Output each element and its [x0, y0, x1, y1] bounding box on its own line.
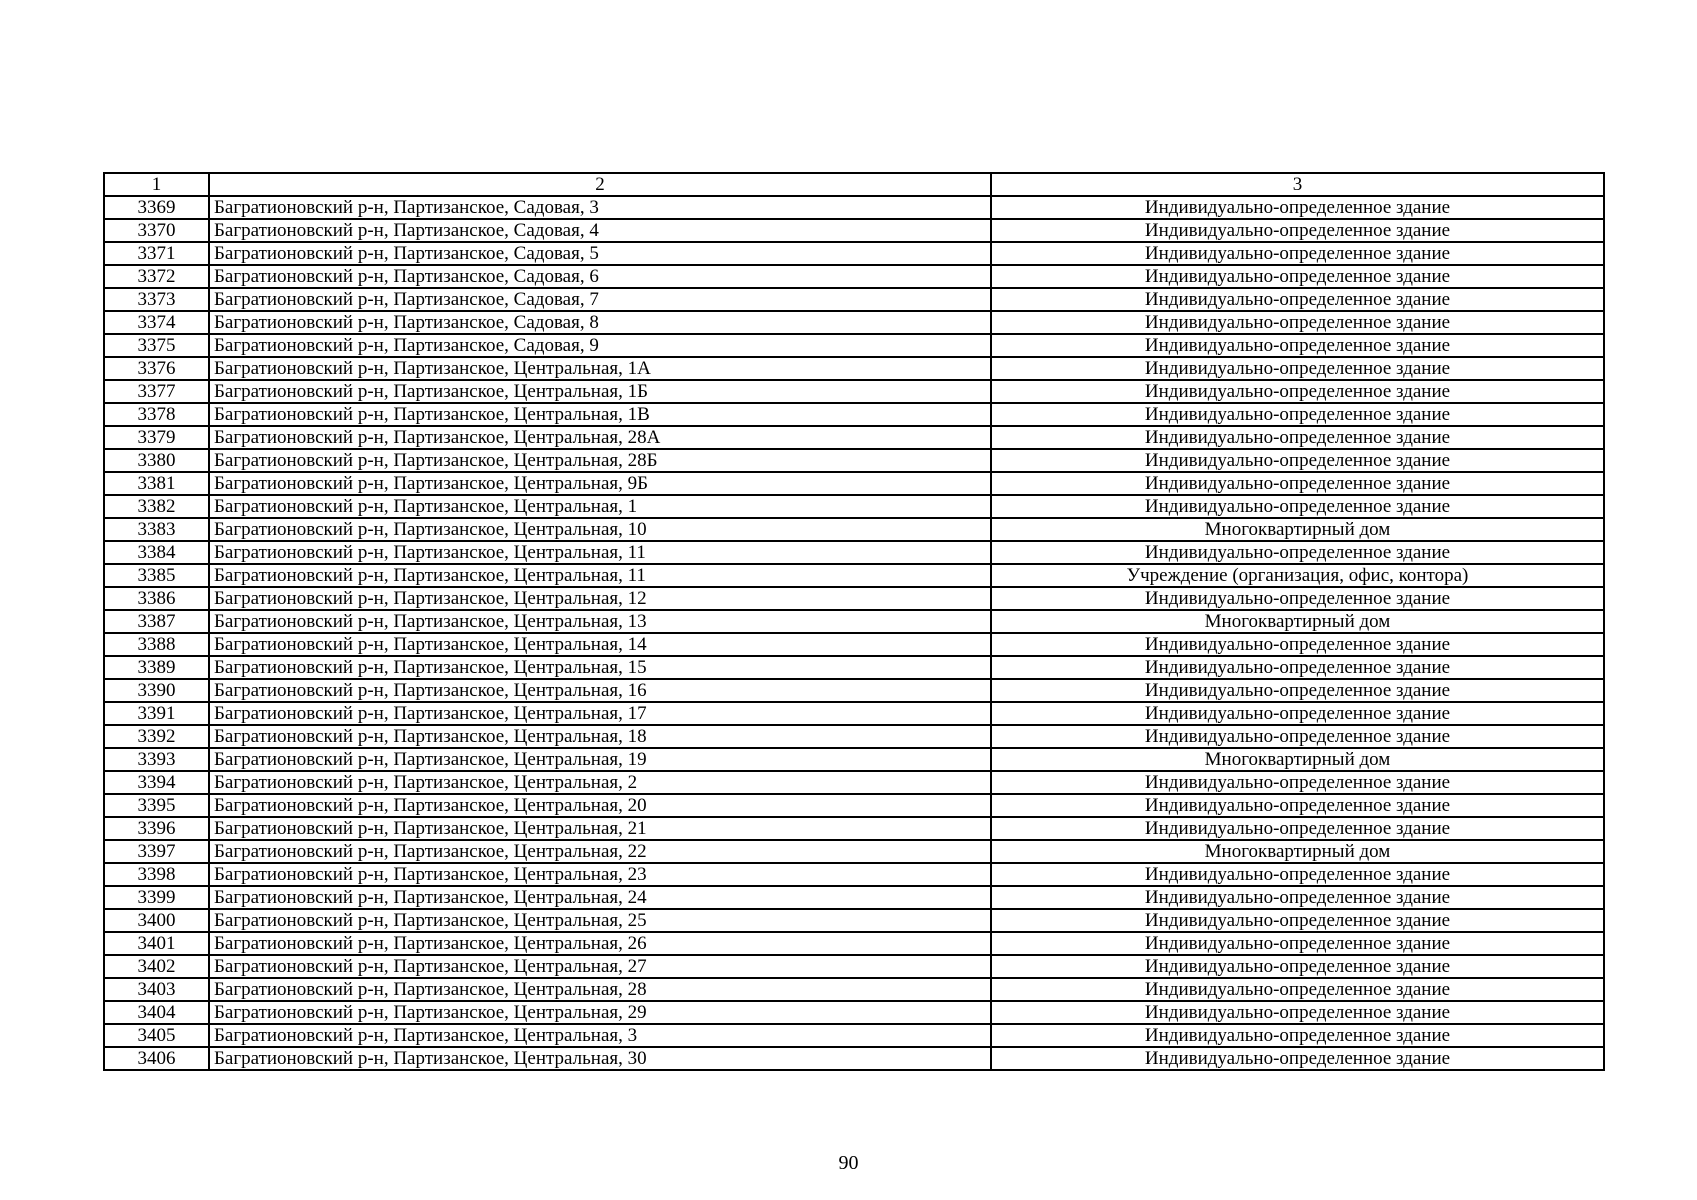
row-number-cell: 3400	[104, 909, 209, 932]
row-number-cell: 3380	[104, 449, 209, 472]
address-cell: Багратионовский р-н, Партизанское, Центральная, 2	[209, 771, 991, 794]
address-cell: Багратионовский р-н, Партизанское, Центральная, 26	[209, 932, 991, 955]
address-cell: Багратионовский р-н, Партизанское, Садовая, 7	[209, 288, 991, 311]
address-cell: Багратионовский р-н, Партизанское, Садовая, 8	[209, 311, 991, 334]
object-type-cell: Индивидуально-определенное здание	[991, 449, 1604, 472]
object-type-cell: Индивидуально-определенное здание	[991, 794, 1604, 817]
row-number-cell: 3397	[104, 840, 209, 863]
row-number-cell: 3406	[104, 1047, 209, 1070]
address-cell: Багратионовский р-н, Партизанское, Центральная, 23	[209, 863, 991, 886]
table-row	[104, 426, 1604, 449]
object-type-cell: Индивидуально-определенное здание	[991, 357, 1604, 380]
row-number-cell: 3386	[104, 587, 209, 610]
row-number-cell: 3377	[104, 380, 209, 403]
address-cell: Багратионовский р-н, Партизанское, Центральная, 27	[209, 955, 991, 978]
row-number-cell: 3404	[104, 1001, 209, 1024]
object-type-cell: Индивидуально-определенное здание	[991, 1001, 1604, 1024]
table-row	[104, 311, 1604, 334]
address-cell: Багратионовский р-н, Партизанское, Садовая, 6	[209, 265, 991, 288]
object-type-cell: Многоквартирный дом	[991, 518, 1604, 541]
header-cell-type: 3	[991, 173, 1604, 196]
row-number-cell: 3376	[104, 357, 209, 380]
object-type-cell: Многоквартирный дом	[991, 610, 1604, 633]
row-number-cell: 3387	[104, 610, 209, 633]
table-row	[104, 196, 1604, 219]
address-cell: Багратионовский р-н, Партизанское, Центральная, 25	[209, 909, 991, 932]
address-cell: Багратионовский р-н, Партизанское, Центральная, 14	[209, 633, 991, 656]
object-type-cell: Индивидуально-определенное здание	[991, 311, 1604, 334]
object-type-cell: Индивидуально-определенное здание	[991, 288, 1604, 311]
row-number-cell: 3379	[104, 426, 209, 449]
table-row	[104, 955, 1604, 978]
table-row	[104, 449, 1604, 472]
address-cell: Багратионовский р-н, Партизанское, Центральная, 1В	[209, 403, 991, 426]
row-number-cell: 3394	[104, 771, 209, 794]
table-row	[104, 334, 1604, 357]
address-cell: Багратионовский р-н, Партизанское, Центральная, 29	[209, 1001, 991, 1024]
table-row	[104, 541, 1604, 564]
object-type-cell: Индивидуально-определенное здание	[991, 265, 1604, 288]
address-cell: Багратионовский р-н, Партизанское, Центральная, 16	[209, 679, 991, 702]
table-row	[104, 495, 1604, 518]
address-cell: Багратионовский р-н, Партизанское, Центральная, 11	[209, 564, 991, 587]
table-row	[104, 403, 1604, 426]
row-number-cell: 3373	[104, 288, 209, 311]
object-type-cell: Индивидуально-определенное здание	[991, 886, 1604, 909]
table-row	[104, 633, 1604, 656]
table-row	[104, 587, 1604, 610]
address-cell: Багратионовский р-н, Партизанское, Садовая, 5	[209, 242, 991, 265]
address-cell: Багратионовский р-н, Партизанское, Центральная, 28А	[209, 426, 991, 449]
row-number-cell: 3389	[104, 656, 209, 679]
table-row	[104, 1001, 1604, 1024]
object-type-cell: Индивидуально-определенное здание	[991, 334, 1604, 357]
address-cell: Багратионовский р-н, Партизанское, Центральная, 19	[209, 748, 991, 771]
row-number-cell: 3371	[104, 242, 209, 265]
object-type-cell: Индивидуально-определенное здание	[991, 725, 1604, 748]
address-cell: Багратионовский р-н, Партизанское, Садовая, 9	[209, 334, 991, 357]
table-row	[104, 242, 1604, 265]
row-number-cell: 3396	[104, 817, 209, 840]
table-row	[104, 265, 1604, 288]
table-row	[104, 472, 1604, 495]
table-row	[104, 863, 1604, 886]
table-row	[104, 840, 1604, 863]
object-type-cell: Индивидуально-определенное здание	[991, 863, 1604, 886]
table-row	[104, 909, 1604, 932]
table-row	[104, 380, 1604, 403]
table-row	[104, 886, 1604, 909]
address-cell: Багратионовский р-н, Партизанское, Центральная, 3	[209, 1024, 991, 1047]
address-cell: Багратионовский р-н, Партизанское, Центральная, 13	[209, 610, 991, 633]
address-cell: Багратионовский р-н, Партизанское, Центральная, 9Б	[209, 472, 991, 495]
table-row	[104, 656, 1604, 679]
object-type-cell: Многоквартирный дом	[991, 840, 1604, 863]
table-row	[104, 679, 1604, 702]
address-cell: Багратионовский р-н, Партизанское, Центральная, 20	[209, 794, 991, 817]
address-cell: Багратионовский р-н, Партизанское, Центральная, 15	[209, 656, 991, 679]
address-cell: Багратионовский р-н, Партизанское, Центральная, 1	[209, 495, 991, 518]
row-number-cell: 3381	[104, 472, 209, 495]
address-cell: Багратионовский р-н, Партизанское, Центральная, 28	[209, 978, 991, 1001]
row-number-cell: 3372	[104, 265, 209, 288]
row-number-cell: 3398	[104, 863, 209, 886]
address-cell: Багратионовский р-н, Партизанское, Садовая, 3	[209, 196, 991, 219]
object-type-cell: Индивидуально-определенное здание	[991, 495, 1604, 518]
object-type-cell: Индивидуально-определенное здание	[991, 587, 1604, 610]
table-row	[104, 978, 1604, 1001]
row-number-cell: 3390	[104, 679, 209, 702]
table-row	[104, 564, 1604, 587]
row-number-cell: 3375	[104, 334, 209, 357]
object-type-cell: Индивидуально-определенное здание	[991, 955, 1604, 978]
table-row	[104, 288, 1604, 311]
address-cell: Багратионовский р-н, Партизанское, Центральная, 21	[209, 817, 991, 840]
table-row	[104, 932, 1604, 955]
object-type-cell: Индивидуально-определенное здание	[991, 1024, 1604, 1047]
address-cell: Багратионовский р-н, Партизанское, Центральная, 30	[209, 1047, 991, 1070]
row-number-cell: 3401	[104, 932, 209, 955]
table-row	[104, 610, 1604, 633]
address-cell: Багратионовский р-н, Партизанское, Центральная, 22	[209, 840, 991, 863]
table-row	[104, 357, 1604, 380]
object-type-cell: Учреждение (организация, офис, контора)	[991, 564, 1604, 587]
address-cell: Багратионовский р-н, Партизанское, Центральная, 28Б	[209, 449, 991, 472]
row-number-cell: 3382	[104, 495, 209, 518]
table-header-row	[104, 173, 1604, 196]
address-cell: Багратионовский р-н, Партизанское, Садовая, 4	[209, 219, 991, 242]
row-number-cell: 3395	[104, 794, 209, 817]
address-cell: Багратионовский р-н, Партизанское, Центральная, 12	[209, 587, 991, 610]
table-row	[104, 1024, 1604, 1047]
object-type-cell: Индивидуально-определенное здание	[991, 219, 1604, 242]
row-number-cell: 3369	[104, 196, 209, 219]
row-number-cell: 3399	[104, 886, 209, 909]
object-type-cell: Индивидуально-определенное здание	[991, 541, 1604, 564]
row-number-cell: 3378	[104, 403, 209, 426]
row-number-cell: 3391	[104, 702, 209, 725]
address-cell: Багратионовский р-н, Партизанское, Центральная, 10	[209, 518, 991, 541]
page-number: 90	[838, 1152, 859, 1174]
row-number-cell: 3402	[104, 955, 209, 978]
table-row	[104, 725, 1604, 748]
row-number-cell: 3392	[104, 725, 209, 748]
object-type-cell: Индивидуально-определенное здание	[991, 633, 1604, 656]
row-number-cell: 3405	[104, 1024, 209, 1047]
object-type-cell: Индивидуально-определенное здание	[991, 196, 1604, 219]
row-number-cell: 3384	[104, 541, 209, 564]
object-type-cell: Индивидуально-определенное здание	[991, 932, 1604, 955]
table-row	[104, 518, 1604, 541]
table-row	[104, 771, 1604, 794]
address-cell: Багратионовский р-н, Партизанское, Центральная, 11	[209, 541, 991, 564]
object-type-cell: Индивидуально-определенное здание	[991, 656, 1604, 679]
table-row	[104, 817, 1604, 840]
address-cell: Багратионовский р-н, Партизанское, Центральная, 24	[209, 886, 991, 909]
object-type-cell: Индивидуально-определенное здание	[991, 426, 1604, 449]
row-number-cell: 3388	[104, 633, 209, 656]
row-number-cell: 3370	[104, 219, 209, 242]
table-row	[104, 219, 1604, 242]
row-number-cell: 3383	[104, 518, 209, 541]
object-type-cell: Индивидуально-определенное здание	[991, 702, 1604, 725]
table-row	[104, 748, 1604, 771]
row-number-cell: 3385	[104, 564, 209, 587]
header-cell-address: 2	[209, 173, 991, 196]
address-cell: Багратионовский р-н, Партизанское, Центральная, 1Б	[209, 380, 991, 403]
object-type-cell: Многоквартирный дом	[991, 748, 1604, 771]
row-number-cell: 3393	[104, 748, 209, 771]
table-row	[104, 702, 1604, 725]
row-number-cell: 3374	[104, 311, 209, 334]
table-row	[104, 1047, 1604, 1070]
row-number-cell: 3403	[104, 978, 209, 1001]
address-cell: Багратионовский р-н, Партизанское, Центральная, 1А	[209, 357, 991, 380]
object-type-cell: Индивидуально-определенное здание	[991, 817, 1604, 840]
address-cell: Багратионовский р-н, Партизанское, Центральная, 17	[209, 702, 991, 725]
object-type-cell: Индивидуально-определенное здание	[991, 978, 1604, 1001]
object-type-cell: Индивидуально-определенное здание	[991, 1047, 1604, 1070]
property-table	[103, 172, 1605, 1071]
document-page	[103, 172, 1603, 1071]
table-row	[104, 794, 1604, 817]
object-type-cell: Индивидуально-определенное здание	[991, 679, 1604, 702]
object-type-cell: Индивидуально-определенное здание	[991, 242, 1604, 265]
header-cell-number: 1	[104, 173, 209, 196]
object-type-cell: Индивидуально-определенное здание	[991, 380, 1604, 403]
object-type-cell: Индивидуально-определенное здание	[991, 771, 1604, 794]
object-type-cell: Индивидуально-определенное здание	[991, 909, 1604, 932]
address-cell: Багратионовский р-н, Партизанское, Центральная, 18	[209, 725, 991, 748]
object-type-cell: Индивидуально-определенное здание	[991, 403, 1604, 426]
object-type-cell: Индивидуально-определенное здание	[991, 472, 1604, 495]
